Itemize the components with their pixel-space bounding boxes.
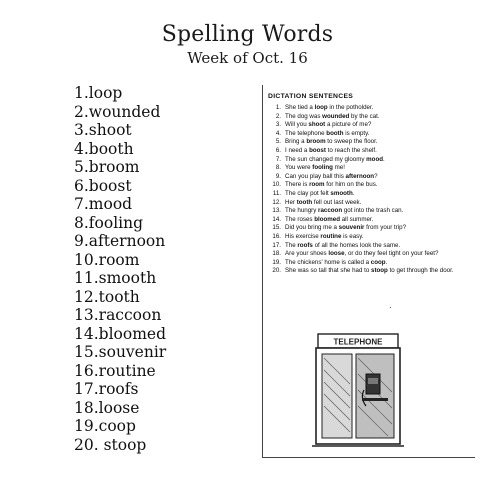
spelling-word-highlight: raccoon bbox=[318, 207, 343, 215]
spelling-word-list bbox=[74, 84, 166, 454]
dictation-sentence bbox=[268, 233, 468, 242]
sentence-fragment: Her bbox=[285, 198, 297, 206]
dictation-sentence bbox=[268, 130, 468, 139]
dictation-sentence bbox=[268, 190, 468, 199]
spelling-word-highlight: broom bbox=[306, 138, 326, 146]
spelling-word-item bbox=[74, 288, 166, 307]
spelling-word-highlight: smooth bbox=[330, 189, 353, 197]
spelling-word: fooling bbox=[88, 213, 144, 232]
dictation-sentence bbox=[268, 113, 468, 122]
sentence-fragment: The roses bbox=[285, 215, 315, 223]
telephone-booth-icon bbox=[300, 328, 420, 453]
dictation-sentence bbox=[268, 199, 468, 208]
sentence-fragment: The sun changed my gloomy bbox=[285, 155, 367, 163]
sentence-number: 4. bbox=[275, 129, 281, 137]
spelling-word-item bbox=[74, 195, 166, 214]
dictation-sentence bbox=[268, 259, 468, 268]
spelling-word-number: 5. bbox=[74, 158, 89, 176]
spelling-word-item bbox=[74, 251, 166, 270]
sentence-text bbox=[285, 259, 468, 268]
sentence-fragment: , or do they feel tight on your feet? bbox=[344, 250, 439, 258]
sentence-fragment: Are your shoes bbox=[285, 250, 329, 258]
sentence-fragment: Bring a bbox=[285, 138, 307, 146]
sentence-fragment: for him on the bus. bbox=[324, 181, 378, 189]
spelling-word-highlight: tooth bbox=[296, 198, 313, 206]
sentence-number: 10. bbox=[272, 181, 281, 189]
spelling-word: loop bbox=[88, 84, 123, 102]
spelling-word: routine bbox=[98, 361, 156, 380]
sentence-fragment: . bbox=[352, 189, 355, 197]
spelling-word-number: 13. bbox=[74, 306, 99, 324]
spelling-word: afternoon bbox=[88, 232, 166, 250]
dictation-sentence bbox=[268, 181, 468, 190]
spelling-word-number: 2. bbox=[74, 102, 89, 121]
spelling-word-number: 11. bbox=[74, 269, 99, 287]
stray-mark: · bbox=[389, 303, 392, 312]
spelling-word-number: 15. bbox=[74, 343, 99, 361]
sentence-fragment: Will you bbox=[285, 121, 309, 129]
dictation-sentence bbox=[268, 216, 468, 225]
spelling-word-number: 8. bbox=[74, 213, 89, 232]
sentence-fragment: The bbox=[285, 241, 298, 249]
spelling-word: smooth bbox=[98, 269, 157, 287]
dictation-sentence-list bbox=[268, 104, 468, 276]
spelling-word: room bbox=[98, 250, 140, 269]
spelling-word-number: 12. bbox=[74, 287, 99, 306]
spelling-word-highlight: loop bbox=[314, 104, 328, 111]
sentence-text bbox=[285, 121, 468, 130]
sentence-text bbox=[285, 147, 468, 156]
spelling-word: souvenir bbox=[98, 343, 167, 361]
sentence-number: 16. bbox=[272, 232, 281, 240]
spelling-word-highlight: loose bbox=[328, 250, 345, 258]
spelling-word-item bbox=[74, 380, 166, 399]
spelling-word: raccoon bbox=[98, 306, 162, 324]
spelling-word-highlight: booth bbox=[326, 129, 344, 137]
sentence-fragment: to get through the door. bbox=[387, 267, 454, 275]
dictation-sentence bbox=[268, 156, 468, 165]
dictation-sentence bbox=[268, 138, 468, 147]
sentence-fragment: is empty. bbox=[343, 129, 370, 137]
spelling-word: booth bbox=[88, 139, 134, 158]
sentence-fragment: The telephone bbox=[285, 129, 327, 137]
dictation-sentence bbox=[268, 121, 468, 130]
sentence-text bbox=[285, 224, 468, 233]
sentence-fragment: The clay pot felt bbox=[285, 189, 331, 197]
spelling-word-number: 19. bbox=[74, 417, 99, 435]
spelling-word-item bbox=[74, 214, 166, 233]
sentence-text bbox=[285, 113, 468, 122]
sentence-fragment: There is bbox=[285, 181, 310, 189]
sentence-fragment: You were bbox=[285, 164, 313, 172]
sentence-fragment: to reach the shelf. bbox=[325, 146, 377, 154]
spelling-word-highlight: mood bbox=[366, 155, 384, 163]
sentence-fragment: The dog was bbox=[285, 112, 323, 120]
spelling-word-item bbox=[74, 121, 166, 140]
spelling-word-item bbox=[74, 343, 166, 362]
sentence-number: 2. bbox=[275, 112, 281, 120]
sentence-fragment: fell out last week. bbox=[312, 198, 362, 206]
sentence-text bbox=[285, 250, 468, 259]
spelling-word-item bbox=[74, 325, 166, 344]
dictation-sentence bbox=[268, 207, 468, 216]
sentence-text bbox=[285, 216, 468, 225]
sentence-number: 18. bbox=[272, 250, 281, 258]
spelling-word-highlight: room bbox=[309, 181, 325, 189]
sentence-number: 3. bbox=[275, 121, 281, 129]
spelling-word: coop bbox=[98, 417, 136, 435]
sentence-number: 6. bbox=[275, 146, 281, 154]
sentence-number: 14. bbox=[272, 215, 281, 223]
sentence-fragment: by the cat. bbox=[349, 112, 380, 120]
sentence-number: 17. bbox=[272, 241, 281, 249]
booth-left-panel bbox=[322, 354, 352, 438]
sentence-fragment: me! bbox=[332, 164, 345, 172]
sentence-number: 12. bbox=[272, 198, 281, 206]
spelling-word: bloomed bbox=[98, 324, 166, 343]
spelling-word: roofs bbox=[98, 380, 139, 398]
sentence-number: 8. bbox=[275, 164, 281, 172]
sentence-text bbox=[285, 156, 468, 165]
spelling-word-item bbox=[74, 232, 166, 251]
spelling-word-number: 4. bbox=[74, 139, 89, 158]
spelling-word-highlight: bloomed bbox=[314, 215, 341, 223]
sentence-text bbox=[285, 173, 468, 182]
spelling-word-item bbox=[74, 362, 166, 381]
spelling-word: tooth bbox=[98, 287, 140, 306]
spelling-word-highlight: fooling bbox=[312, 164, 333, 172]
spelling-word-highlight: stoop bbox=[371, 267, 388, 275]
sentence-fragment: Did you bring me a bbox=[285, 224, 339, 232]
spelling-word: wounded bbox=[88, 102, 161, 121]
sentence-number: 13. bbox=[272, 207, 281, 215]
sentence-text bbox=[285, 199, 468, 208]
sentence-fragment: His exercise bbox=[285, 232, 321, 240]
spelling-word-item bbox=[74, 103, 166, 122]
sentence-text bbox=[285, 130, 468, 139]
booth-right-panel bbox=[356, 354, 394, 438]
spelling-word: loose bbox=[98, 398, 140, 417]
spelling-word-number: 6. bbox=[74, 176, 89, 195]
spelling-word-number: 7. bbox=[74, 195, 89, 213]
sentence-fragment: to sweep the floor. bbox=[325, 138, 378, 146]
sentence-text bbox=[285, 233, 468, 242]
spelling-word-highlight: wounded bbox=[322, 112, 350, 120]
sentence-text bbox=[285, 267, 468, 276]
spelling-word-highlight: routine bbox=[320, 232, 342, 240]
dictation-sentence bbox=[268, 250, 468, 259]
spelling-word-item bbox=[74, 417, 166, 436]
dictation-sentence bbox=[268, 173, 468, 182]
sentence-number: 1. bbox=[275, 104, 281, 111]
spelling-word-number: 9. bbox=[74, 232, 89, 250]
spelling-word-highlight: afternoon bbox=[345, 172, 375, 180]
spelling-word-number: 20. bbox=[74, 435, 99, 454]
spelling-word-item bbox=[74, 399, 166, 418]
page-subtitle: Week of Oct. 16 bbox=[187, 49, 308, 67]
sentence-number: 20. bbox=[272, 267, 281, 275]
spelling-word: stoop bbox=[98, 435, 147, 454]
spelling-word: broom bbox=[88, 158, 140, 176]
spelling-word-item bbox=[74, 177, 166, 196]
sentence-fragment: . bbox=[385, 258, 388, 266]
dictation-sentence bbox=[268, 224, 468, 233]
sentence-fragment: The chickens' home is called a bbox=[285, 258, 371, 266]
dictation-sentence bbox=[268, 104, 468, 113]
sentence-fragment: of all the homes look the same. bbox=[312, 241, 401, 249]
spelling-word-number: 3. bbox=[74, 121, 89, 139]
spelling-word-item bbox=[74, 436, 166, 455]
sentence-fragment: I need a bbox=[285, 146, 310, 154]
sentence-number: 5. bbox=[275, 138, 281, 146]
sentence-fragment: The hungry bbox=[285, 207, 319, 215]
spelling-word-item bbox=[74, 306, 166, 325]
spelling-word-item bbox=[74, 140, 166, 159]
dictation-sentence bbox=[268, 267, 468, 276]
spelling-word-highlight: boost bbox=[309, 146, 326, 154]
dictation-sentence bbox=[268, 242, 468, 251]
sentence-fragment: Can you play ball this bbox=[285, 172, 346, 180]
spelling-word: mood bbox=[88, 195, 133, 213]
spelling-word-highlight: coop bbox=[370, 258, 386, 266]
sentence-number: 11. bbox=[272, 189, 281, 197]
dictation-sentence bbox=[268, 164, 468, 173]
sentence-text bbox=[285, 138, 468, 147]
sentence-number: 15. bbox=[272, 224, 281, 232]
spelling-word-item bbox=[74, 158, 166, 177]
sentence-fragment: is easy. bbox=[341, 232, 364, 240]
sentence-fragment: She was so tall that she had to bbox=[285, 267, 371, 275]
booth-sign-text: TELEPHONE bbox=[333, 337, 383, 347]
spelling-word: shoot bbox=[88, 121, 132, 139]
sentence-fragment: all summer. bbox=[340, 215, 374, 223]
sentence-text bbox=[285, 207, 468, 216]
spelling-word-number: 14. bbox=[74, 324, 99, 343]
spelling-word-item bbox=[74, 269, 166, 288]
dictation-sentence bbox=[268, 147, 468, 156]
sentence-fragment: in the potholder. bbox=[327, 104, 374, 111]
sentence-text bbox=[285, 242, 468, 251]
sentence-fragment: from your trip? bbox=[364, 224, 407, 232]
page-title: Spelling Words bbox=[161, 22, 334, 47]
spelling-word-item bbox=[74, 84, 166, 103]
spelling-word-highlight: roofs bbox=[297, 241, 313, 249]
sentence-fragment: ? bbox=[374, 172, 378, 180]
dictation-title: DICTATION SENTENCES bbox=[268, 93, 354, 100]
spelling-word-number: 10. bbox=[74, 250, 99, 269]
sentence-text bbox=[285, 164, 468, 173]
spelling-word-highlight: shoot bbox=[308, 121, 326, 129]
sentence-fragment: got into the trash can. bbox=[342, 207, 404, 215]
spelling-word-number: 17. bbox=[74, 380, 99, 398]
sentence-fragment: a picture of me? bbox=[325, 121, 372, 129]
sentence-number: 7. bbox=[275, 155, 281, 163]
sentence-number: 9. bbox=[275, 172, 281, 180]
spelling-word-number: 1. bbox=[74, 84, 89, 102]
sentence-text bbox=[285, 181, 468, 190]
spelling-word-number: 16. bbox=[74, 361, 99, 380]
spelling-word-highlight: souvenir bbox=[338, 224, 365, 232]
sentence-text bbox=[285, 104, 468, 113]
spelling-word-number: 18. bbox=[74, 398, 99, 417]
sentence-number: 19. bbox=[272, 258, 281, 266]
spelling-word: boost bbox=[88, 176, 132, 195]
sentence-fragment: She tied a bbox=[285, 104, 315, 111]
sentence-fragment: . bbox=[383, 155, 385, 163]
sentence-text bbox=[285, 190, 468, 199]
